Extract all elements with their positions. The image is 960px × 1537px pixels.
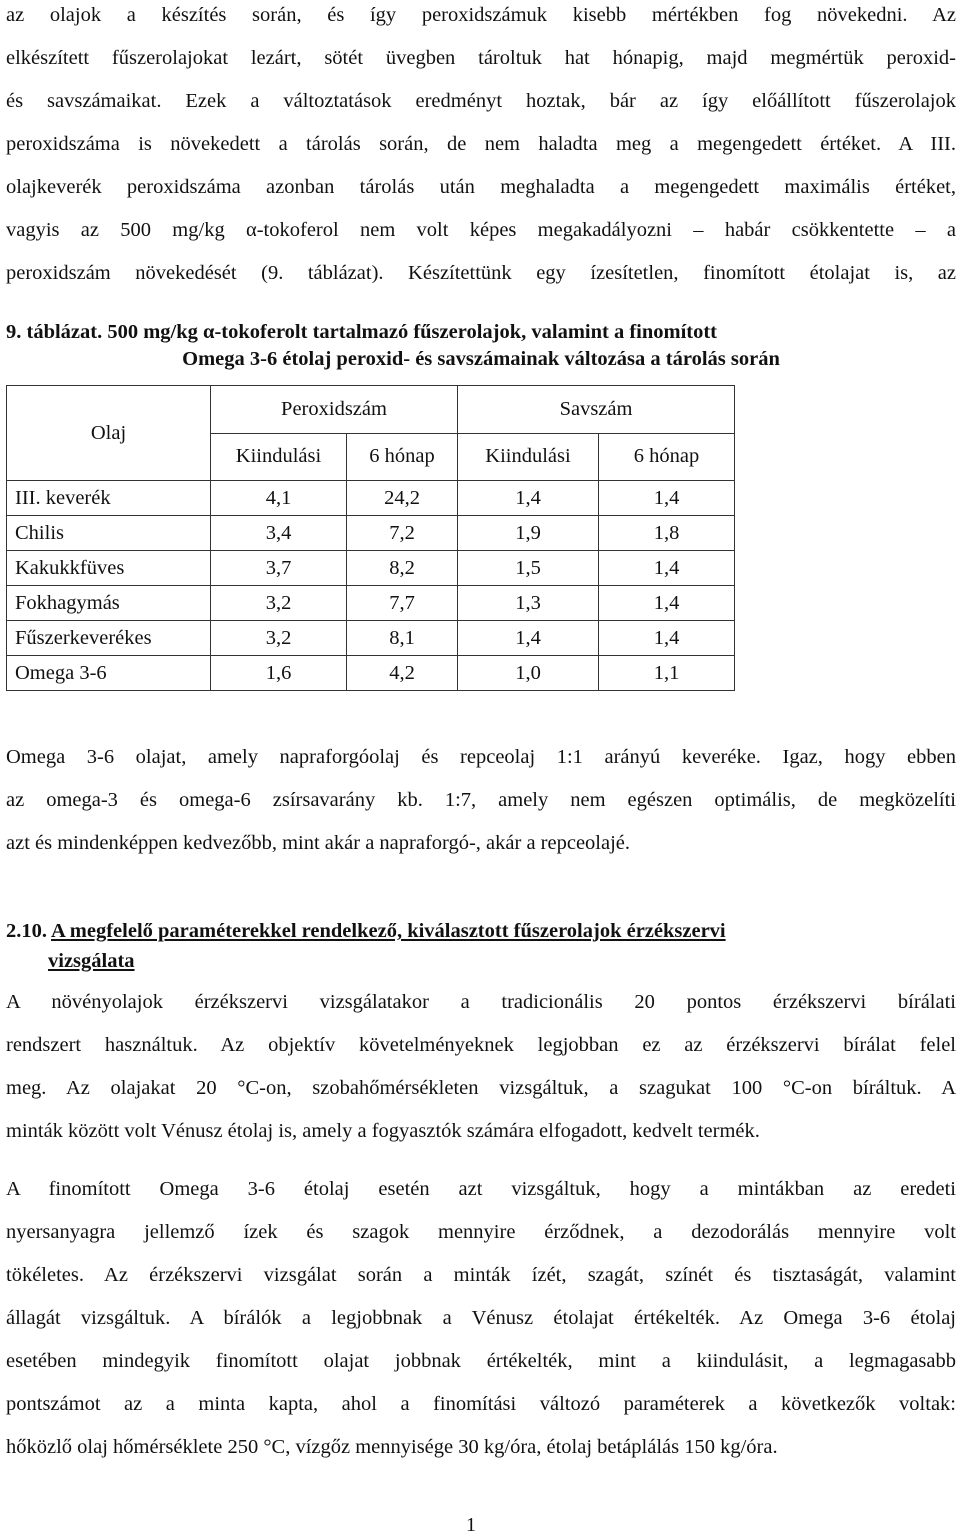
text-line: az olajok a készítés során, és így peroxidszámuk kisebb mértékben fog növekedni. Az: [6, 4, 956, 26]
table-row: [7, 586, 735, 621]
table-row: [7, 656, 735, 691]
table-row: [7, 516, 735, 551]
text-line: Omega 3-6 olajat, amely napraforgóolaj és repceolaj 1:1 arányú keveréke. Igaz, hogy ebben: [6, 746, 956, 768]
text-line: vagyis az 500 mg/kg α-tokoferol nem volt képes megakadályozni – habár csökkentette – a: [6, 219, 956, 241]
table-row: [7, 621, 735, 656]
header-peroxidszam: Peroxidszám: [211, 386, 458, 434]
cell-value: 1,8: [599, 516, 735, 551]
section-title-line-2: vizsgálata: [48, 950, 135, 972]
cell-value: 8,2: [347, 551, 458, 586]
paragraph-method: [6, 981, 956, 1153]
caption-line-1: 500 mg/kg α-tokoferolt tartalmazó fűszerolajok, valamint a finomított: [102, 321, 718, 343]
subheader-cell: 6 hónap: [347, 433, 458, 481]
text-line: A finomított Omega 3-6 étolaj esetén azt vizsgáltuk, hogy a mintákban az eredeti: [6, 1178, 956, 1200]
cell-value: 3,2: [211, 586, 347, 621]
table-caption: [6, 319, 956, 373]
section-number: 2.10.: [6, 920, 47, 942]
data-table: [6, 385, 735, 691]
cell-value: 4,2: [347, 656, 458, 691]
section-heading: [6, 916, 956, 976]
text-line: minták között volt Vénusz étolaj is, amely a fogyasztók számára elfogadott, kedvelt termék.: [6, 1120, 760, 1142]
header-savszam: Savszám: [458, 386, 735, 434]
paragraph-omega: [6, 736, 956, 865]
paragraph-intro: [6, 0, 956, 295]
text-line: olajkeverék peroxidszáma azonban tárolás után meghaladta a megengedett maximális értéket,: [6, 176, 956, 198]
header-olaj: Olaj: [7, 386, 211, 481]
cell-value: 1,4: [599, 621, 735, 656]
cell-value: 3,4: [211, 516, 347, 551]
row-name: Kakukkfüves: [7, 551, 211, 586]
cell-value: 1,1: [599, 656, 735, 691]
cell-value: 7,2: [347, 516, 458, 551]
text-line: és savszámaikat. Ezek a változtatások eredményt hoztak, bár az így előállított fűszerolajok: [6, 90, 956, 112]
text-line: tökéletes. Az érzékszervi vizsgálat során a minták ízét, szagát, színét és tisztaságát, valamint: [6, 1264, 956, 1286]
text-line: hőközlő olaj hőmérséklete 250 °C, vízgőz mennyisége 30 kg/óra, étolaj betáplálás 150 kg/óra.: [6, 1436, 778, 1458]
text-line: az omega-3 és omega-6 zsírsavarány kb. 1:7, amely nem egészen optimális, de megközelíti: [6, 789, 956, 811]
row-name: Chilis: [7, 516, 211, 551]
text-line: esetében mindegyik finomított olajat jobbnak értékelték, mint a kiindulásit, a legmagasabb: [6, 1350, 956, 1372]
row-name: III. keverék: [7, 481, 211, 516]
text-line: állagát vizsgáltuk. A bírálók a legjobbnak a Vénusz étolajat értékelték. Az Omega 3-6 étolaj: [6, 1307, 956, 1329]
cell-value: 1,4: [599, 586, 735, 621]
cell-value: 1,4: [458, 621, 599, 656]
cell-value: 3,7: [211, 551, 347, 586]
table-row: [7, 481, 735, 516]
text-line: pontszámot az a minta kapta, ahol a finomítási változó paraméterek a következők voltak:: [6, 1393, 956, 1415]
cell-value: 1,9: [458, 516, 599, 551]
cell-value: 1,0: [458, 656, 599, 691]
subheader-cell: Kiindulási: [211, 433, 347, 481]
section-title-line-1: A megfelelő paraméterekkel rendelkező, kiválasztott fűszerolajok érzékszervi: [51, 920, 726, 942]
cell-value: 1,5: [458, 551, 599, 586]
table-row: [7, 551, 735, 586]
row-name: Omega 3-6: [7, 656, 211, 691]
text-line: rendszert használtuk. Az objektív követelményeknek legjobban ez az érzékszervi bírálat felel: [6, 1034, 956, 1056]
row-name: Fokhagymás: [7, 586, 211, 621]
text-line: peroxidszáma is növekedett a tárolás során, de nem haladta meg a megengedett értéket. A III.: [6, 133, 956, 155]
cell-value: 24,2: [347, 481, 458, 516]
cell-value: 1,3: [458, 586, 599, 621]
text-line: meg. Az olajakat 20 °C-on, szobahőmérsékleten vizsgáltuk, a szagukat 100 °C-on bíráltuk. A: [6, 1077, 956, 1099]
cell-value: 1,4: [599, 551, 735, 586]
subheader-cell: 6 hónap: [599, 433, 735, 481]
cell-value: 1,4: [458, 481, 599, 516]
cell-value: 1,6: [211, 656, 347, 691]
text-line: nyersanyagra jellemző ízek és szagok mennyire érződnek, a dezodorálás mennyire volt: [6, 1221, 956, 1243]
subheader-cell: Kiindulási: [458, 433, 599, 481]
page-number: 1: [466, 1514, 476, 1536]
cell-value: 3,2: [211, 621, 347, 656]
cell-value: 8,1: [347, 621, 458, 656]
cell-value: 4,1: [211, 481, 347, 516]
cell-value: 1,4: [599, 481, 735, 516]
text-line: A növényolajok érzékszervi vizsgálatakor a tradicionális 20 pontos érzékszervi bírálati: [6, 991, 956, 1013]
caption-line-2: Omega 3-6 étolaj peroxid- és savszámainak változása a tárolás során: [182, 348, 780, 370]
row-name: Fűszerkeverékes: [7, 621, 211, 656]
cell-value: 7,7: [347, 586, 458, 621]
paragraph-results: [6, 1168, 956, 1469]
text-line: peroxidszám növekedését (9. táblázat). Készítettünk egy ízesítetlen, finomított étolajat is, az: [6, 262, 956, 284]
text-line: azt és mindenképpen kedvezőbb, mint akár a napraforgó-, akár a repceolajé.: [6, 832, 631, 854]
text-line: elkészített fűszerolajokat lezárt, sötét üvegben tároltuk hat hónapig, majd megmértük peroxid-: [6, 47, 956, 69]
table-header-row: [7, 386, 735, 434]
caption-label: 9. táblázat.: [6, 321, 103, 343]
